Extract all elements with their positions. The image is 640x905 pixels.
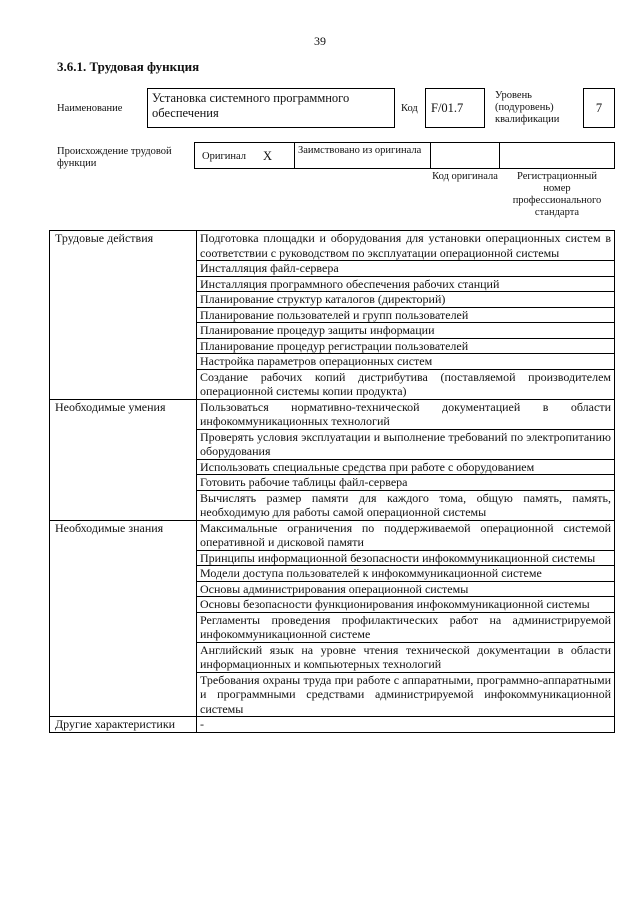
table-cell: Планирование процедур защиты информации: [197, 323, 615, 339]
origin-divider-3: [499, 142, 500, 169]
code-original-caption: Код оригинала: [432, 171, 498, 182]
level-label: Уровень (подуровень) квалификации: [495, 90, 560, 125]
table-cell: Принципы информационной безопасности инфокоммуникационной системы: [197, 550, 615, 566]
table-cell: Основы безопасности функционирования инфокоммуникационной системы: [197, 597, 615, 613]
reg-number-caption: Регистрационный номер профессионального стандарта: [512, 171, 602, 218]
table-cell: Максимальные ограничения по поддерживаемой операционной системой оперативной и дисковой памяти: [197, 520, 615, 550]
table-cell: Английский язык на уровне чтения технической документации в области информационных и компьютерных технологий: [197, 642, 615, 672]
table-cell: Создание рабочих копий дистрибутива (поставляемой производителем операционной системы копии продукта): [197, 369, 615, 399]
table-cell: Пользоваться нормативно-технической документацией в области инфокоммуникационных технологий: [197, 399, 615, 429]
table-cell: Регламенты проведения профилактических работ на администрируемой инфокоммуникационной системе: [197, 612, 615, 642]
main-table: [49, 230, 615, 733]
origin-divider-1: [294, 142, 295, 169]
code-label: Код: [401, 103, 418, 114]
table-cell: Основы администрирования операционной системы: [197, 581, 615, 597]
category-cell: Трудовые действия: [50, 231, 197, 400]
name-value: Установка системного программного обеспечения: [152, 91, 350, 120]
section-title: 3.6.1. Трудовая функция: [57, 59, 200, 74]
table-cell: Инсталляция программного обеспечения рабочих станций: [197, 276, 615, 292]
category-cell: Необходимые знания: [50, 520, 197, 717]
level-value-box: [583, 88, 615, 128]
table-cell: Вычислять размер памяти для каждого тома, общую память, память, необходимую для работы самой операционной системы: [197, 490, 615, 520]
origin-divider-2: [430, 142, 431, 169]
table-cell: Планирование структур каталогов (директорий): [197, 292, 615, 308]
name-value-box: [147, 88, 395, 128]
table-row: [50, 399, 615, 429]
table-cell: Использовать специальные средства при работе с оборудованием: [197, 459, 615, 475]
table-cell: Модели доступа пользователей к инфокоммуникационной системе: [197, 566, 615, 582]
table-cell: Планирование процедур регистрации пользователей: [197, 338, 615, 354]
table-cell: -: [197, 717, 615, 733]
original-mark: X: [263, 149, 273, 163]
table-cell: Настройка параметров операционных систем: [197, 354, 615, 370]
table-row: [50, 520, 615, 550]
table-cell: Планирование пользователей и групп пользователей: [197, 307, 615, 323]
table-row: [50, 231, 615, 261]
table-cell: Готовить рабочие таблицы файл-сервера: [197, 475, 615, 491]
table-cell: Подготовка площадки и оборудования для установки операционных систем в соответствии с руководством по эксплуатации операционной системы: [197, 231, 615, 261]
original-label: Оригинал: [202, 151, 246, 162]
code-value-box: [425, 88, 485, 128]
table-cell: Проверять условия эксплуатации и выполнение требований по электропитанию оборудования: [197, 429, 615, 459]
category-cell: Необходимые умения: [50, 399, 197, 520]
origin-label: Происхождение трудовой функции: [57, 146, 172, 169]
code-value: F/01.7: [431, 101, 464, 115]
level-value: 7: [595, 101, 603, 115]
borrowed-label: Заимствовано из оригинала: [298, 145, 422, 156]
table-cell: Требования охраны труда при работе с аппаратными, программно-аппаратными и программными средствами администрируемой инфокоммуникационной системы: [197, 672, 615, 717]
table-cell: Инсталляция файл-сервера: [197, 261, 615, 277]
page-number: 39: [314, 34, 326, 48]
table-row: [50, 717, 615, 733]
category-cell: Другие характеристики: [50, 717, 197, 733]
name-label: Наименование: [57, 103, 123, 114]
